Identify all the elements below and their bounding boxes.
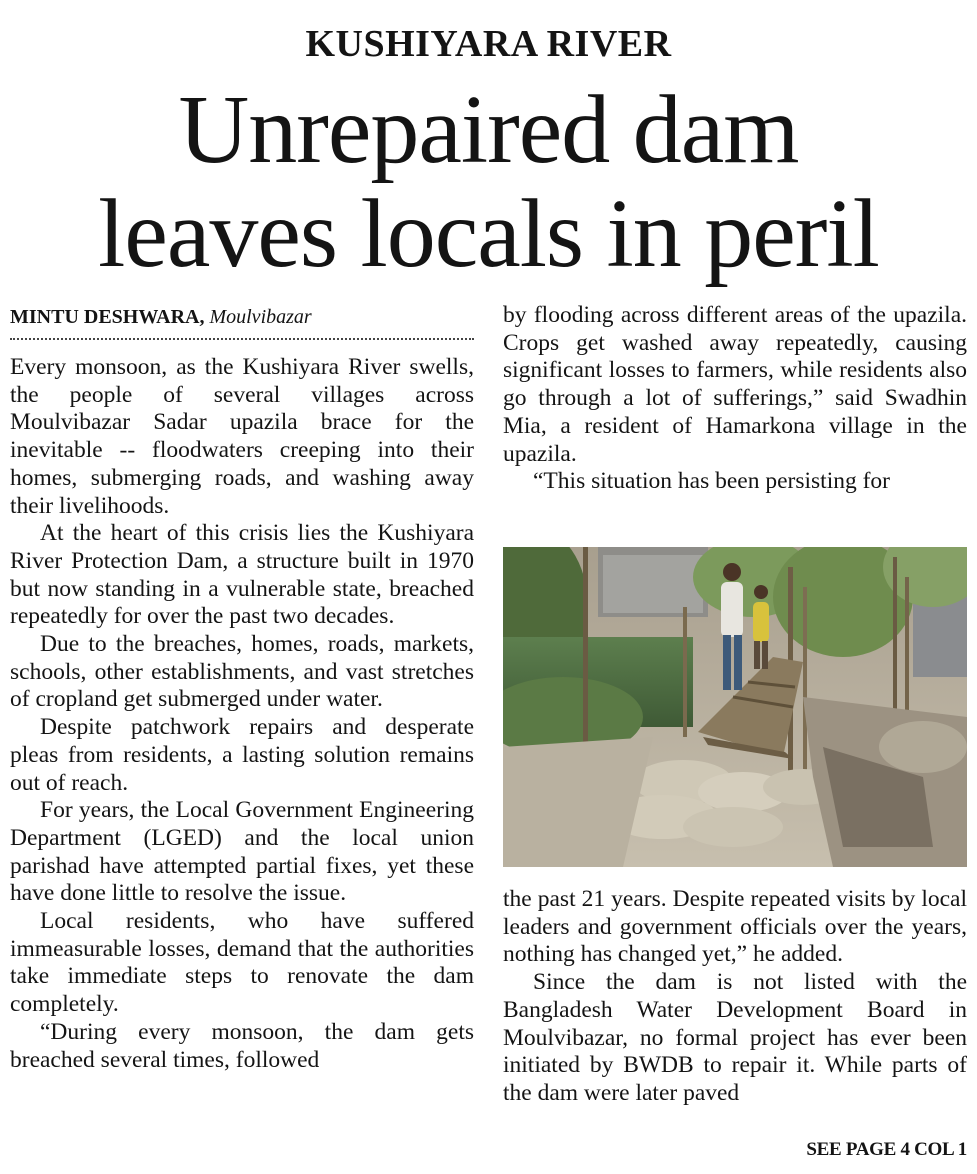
article-right-column-bottom	[503, 886, 967, 1108]
paragraph: At the heart of this crisis lies the Kushiyara River Protection Dam, a structure built in 1970 but now standing in a vulnerable state, breached repeatedly for over the past two decades.	[10, 520, 474, 630]
paragraph: “This situation has been persisting for	[533, 468, 890, 495]
byline-location: Moulvibazar	[209, 306, 312, 328]
paragraph: by flooding across different areas of the upazila. Crops get washed away repeatedly, causing significant losses to farmers, while residents also go through a lot of sufferings,” said Swadhin Mia, a resident of Hamarkona village in the upazila.	[503, 302, 967, 467]
paragraph: Every monsoon, as the Kushiyara River swells, the people of several villages across Moulvibazar Sadar upazila brace for the inevitable -- floodwaters creeping into their homes, submerging roads, and washing away their livelihoods.	[10, 354, 474, 519]
paragraph: Since the dam is not listed with the Bangladesh Water Development Board in Moulvibazar, no formal project has ever been initiated by BWDB to repair it. While parts of the dam were later paved	[503, 969, 967, 1106]
article-right-column-top	[503, 302, 967, 496]
paragraph: Local residents, who have suffered immeasurable losses, demand that the authorities take immediate steps to renovate the dam completely.	[10, 908, 474, 1018]
paragraph: “During every monsoon, the dam gets breached several times, followed	[10, 1018, 474, 1073]
article-photo	[503, 547, 967, 867]
article-left-column	[10, 354, 474, 1074]
headline-line-2: leaves locals in peril	[98, 180, 879, 288]
paragraph: Due to the breaches, homes, roads, markets, schools, other establishments, and vast stretches of cropland get submerged under water.	[10, 631, 474, 713]
byline-divider	[10, 338, 474, 340]
paragraph: For years, the Local Government Engineering Department (LGED) and the local union parishad have attempted partial fixes, yet these have done little to resolve the issue.	[10, 797, 474, 907]
paragraph: Despite patchwork repairs and desperate pleas from residents, a lasting solution remains out of reach.	[10, 714, 474, 796]
jump-line[interactable]: SEE PAGE 4 COL 1	[806, 1139, 967, 1160]
headline	[0, 78, 977, 286]
byline	[10, 304, 474, 330]
photo-dam-bridge-illustration	[503, 547, 967, 867]
paragraph: the past 21 years. Despite repeated visits by local leaders and government officials over the years, nothing has changed yet,” he added.	[503, 886, 967, 968]
kicker: KUSHIYARA RIVER	[305, 23, 672, 65]
byline-author: MINTU DESHWARA,	[10, 306, 205, 328]
headline-line-1: Unrepaired dam	[178, 76, 799, 184]
